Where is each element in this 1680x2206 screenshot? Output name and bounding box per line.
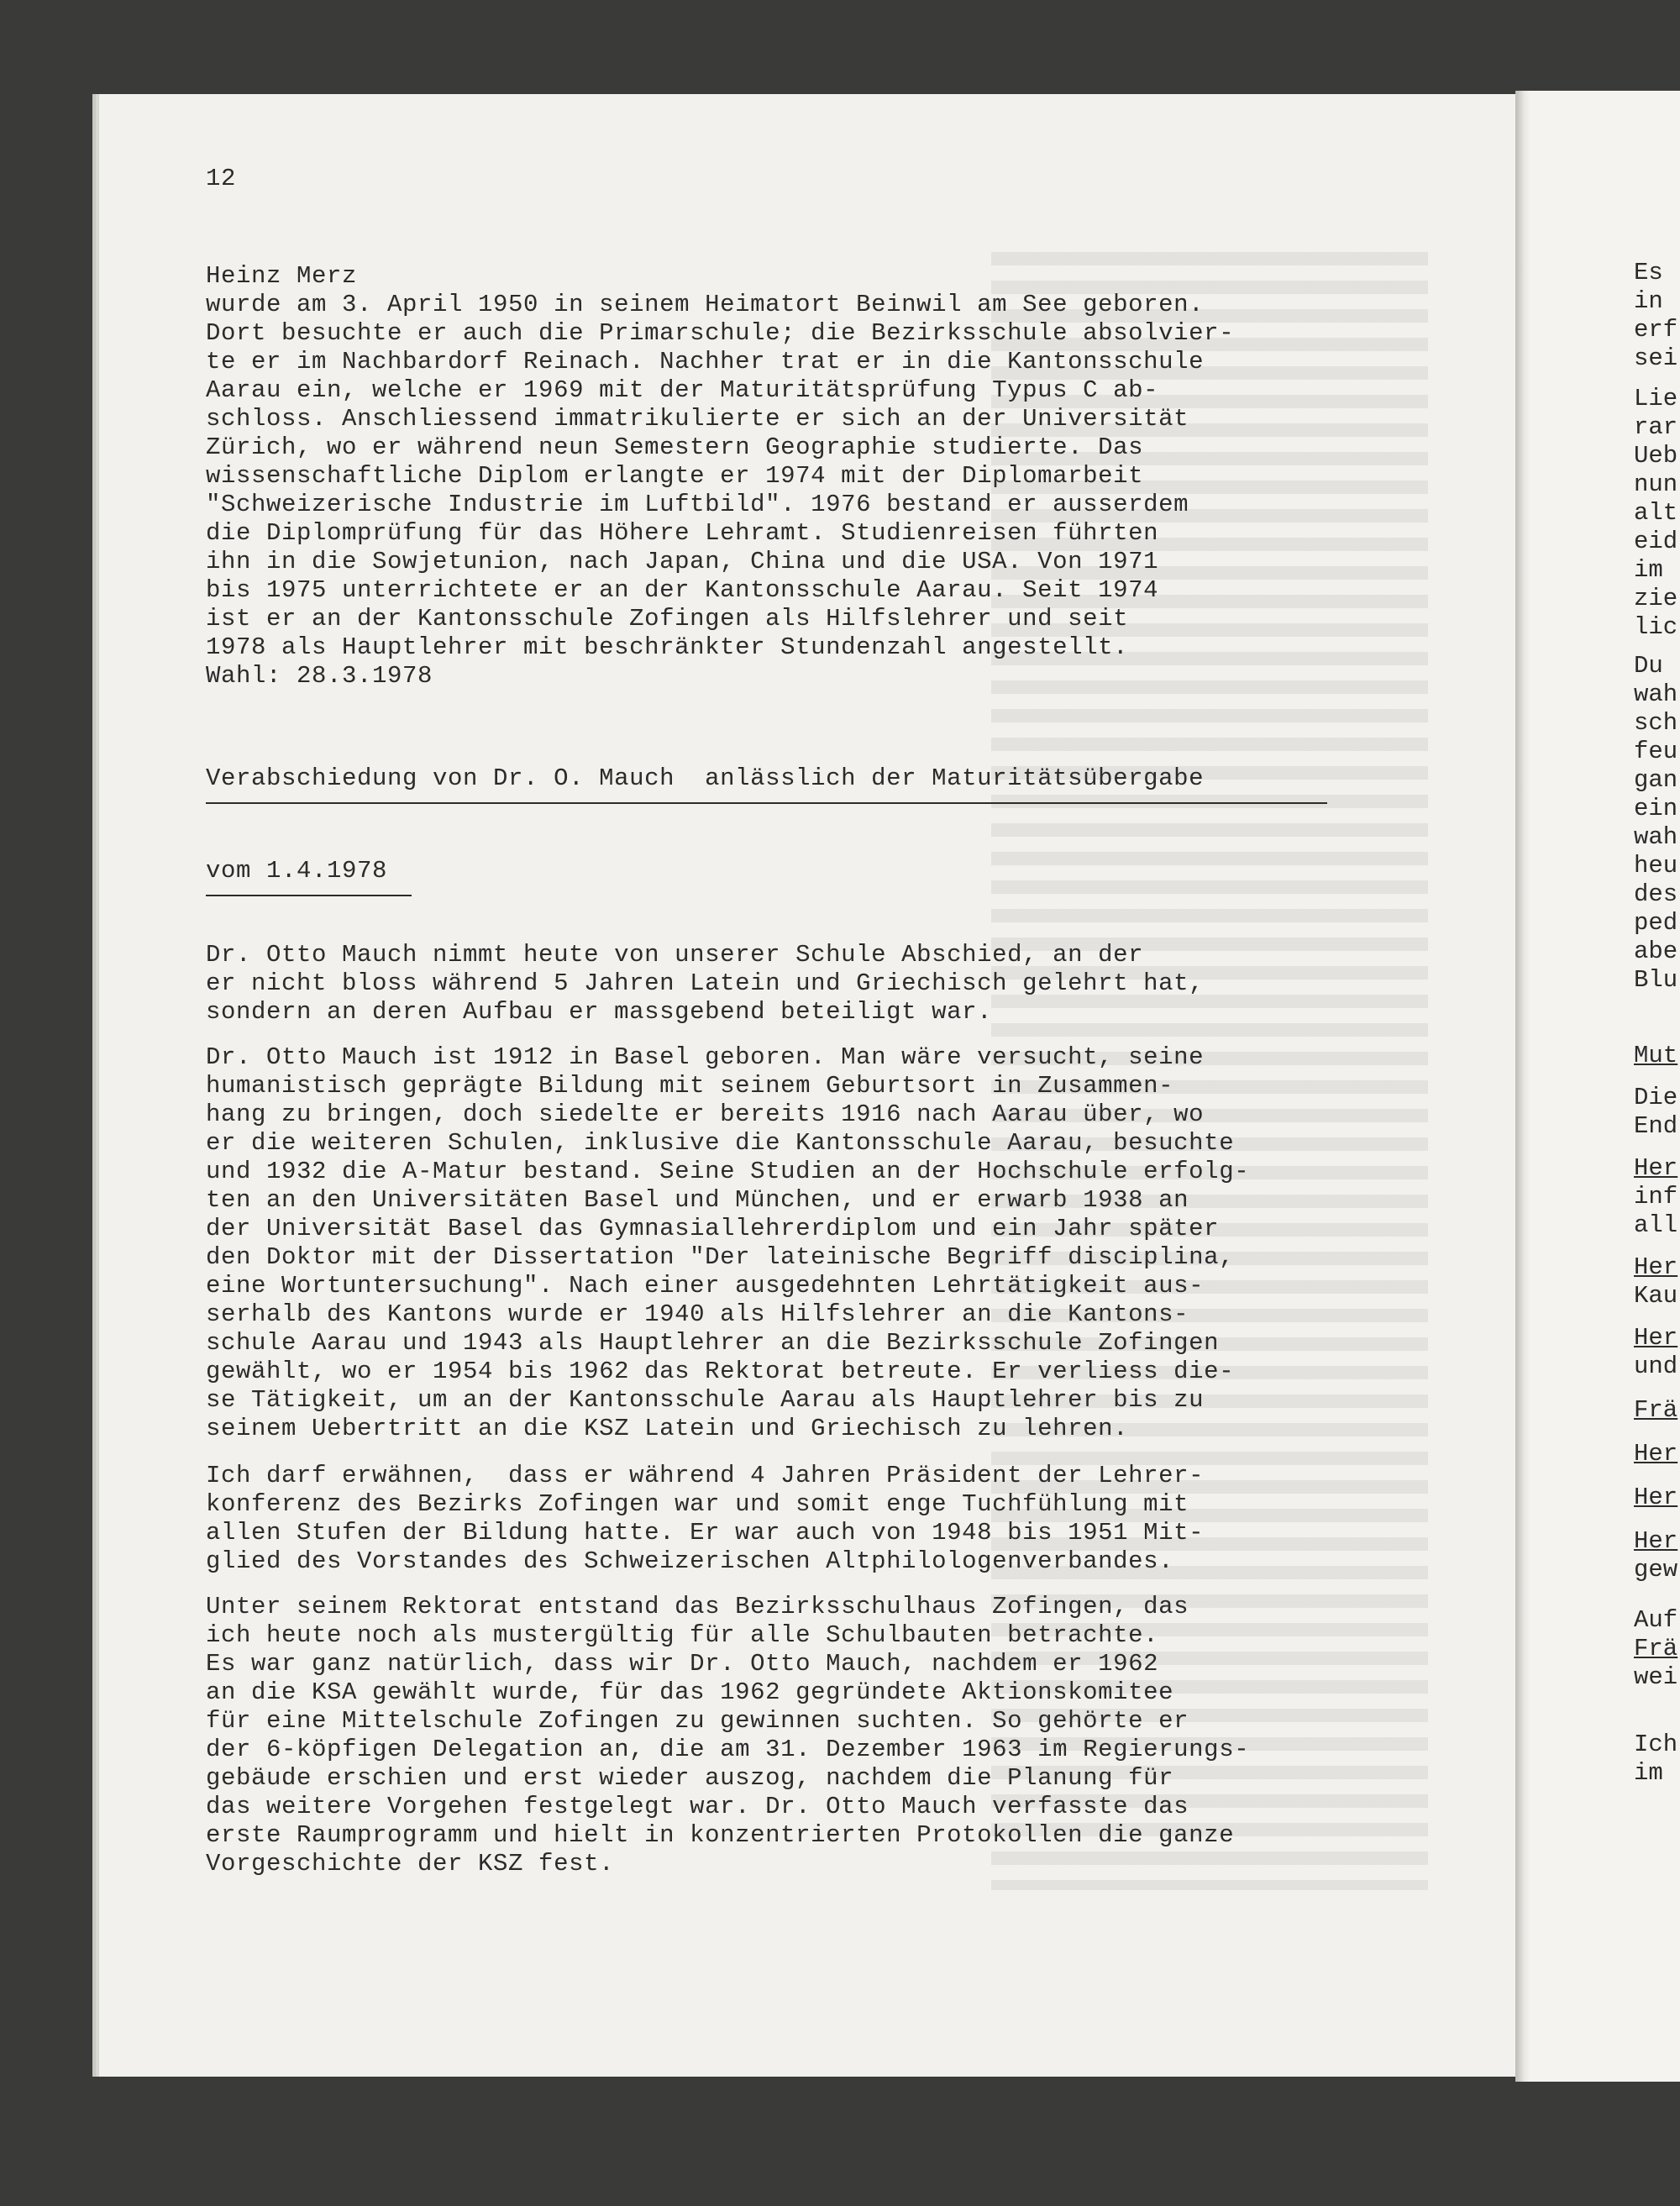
- text-line: se Tätigkeit, um an der Kantonsschule Aarau als Hauptlehrer bis zu: [206, 1386, 1205, 1414]
- text-line: ihn in die Sowjetunion, nach Japan, China und die USA. Von 1971: [206, 548, 1159, 575]
- text-fragment: erf: [1634, 316, 1678, 344]
- text-fragment: und: [1634, 1352, 1678, 1380]
- text-line: ich heute noch als mustergültig für alle Schulbauten betrachte.: [206, 1621, 1159, 1649]
- text-line: bis 1975 unterrichtete er an der Kantonsschule Aarau. Seit 1974: [206, 576, 1159, 604]
- text-fragment: wei: [1634, 1663, 1678, 1691]
- text-fragment: sei: [1634, 344, 1678, 372]
- text-fragment: in: [1634, 287, 1663, 315]
- text-fragment: Die: [1634, 1084, 1678, 1111]
- text-line: der Universität Basel das Gymnasiallehrerdiplom und ein Jahr später: [206, 1215, 1220, 1242]
- text-fragment: sch: [1634, 709, 1678, 737]
- text-line: an die KSA gewählt wurde, für das 1962 gegründete Aktionskomitee: [206, 1678, 1174, 1706]
- heading-underline: [206, 802, 1327, 804]
- text-fragment: eid: [1634, 528, 1678, 555]
- text-line: er die weiteren Schulen, inklusive die Kantonsschule Aarau, besuchte: [206, 1129, 1235, 1157]
- text-fragment: Her: [1634, 1440, 1678, 1468]
- text-line: wurde am 3. April 1950 in seinem Heimatort Beinwil am See geboren.: [206, 291, 1205, 318]
- text-fragment: rar: [1634, 413, 1678, 441]
- text-fragment: gew: [1634, 1556, 1678, 1584]
- text-fragment: Auf: [1634, 1606, 1678, 1634]
- text-line: gewählt, wo er 1954 bis 1962 das Rektorat betreute. Er verliess die-: [206, 1358, 1235, 1385]
- text-fragment: abe: [1634, 938, 1678, 965]
- text-line: den Doktor mit der Dissertation "Der lateinische Begriff disciplina,: [206, 1243, 1235, 1271]
- text-fragment: Frä: [1634, 1635, 1678, 1662]
- text-fragment: Her: [1634, 1527, 1678, 1555]
- text-fragment: alt: [1634, 499, 1678, 527]
- text-fragment: Blu: [1634, 966, 1678, 994]
- text-fragment: Frä: [1634, 1396, 1678, 1424]
- text-line: konferenz des Bezirks Zofingen war und somit enge Tuchfühlung mit: [206, 1490, 1189, 1518]
- text-fragment: Her: [1634, 1253, 1678, 1281]
- text-line: für eine Mittelschule Zofingen zu gewinnen suchten. So gehörte er: [206, 1707, 1189, 1735]
- page-number: 12: [206, 165, 237, 192]
- text-line: der 6-köpfigen Delegation an, die am 31. Dezember 1963 im Regierungs-: [206, 1736, 1250, 1763]
- text-fragment: im: [1634, 556, 1663, 584]
- text-line: schule Aarau und 1943 als Hauptlehrer an die Bezirksschule Zofingen: [206, 1329, 1220, 1357]
- text-fragment: heu: [1634, 852, 1678, 880]
- text-line: Unter seinem Rektorat entstand das Bezirksschulhaus Zofingen, das: [206, 1593, 1189, 1620]
- person-name: Heinz Merz: [206, 262, 358, 290]
- text-line: Vorgeschichte der KSZ fest.: [206, 1850, 615, 1878]
- text-line: glied des Vorstandes des Schweizerischen Altphilologenverbandes.: [206, 1547, 1174, 1575]
- text-fragment: Du: [1634, 652, 1663, 680]
- text-fragment: gan: [1634, 766, 1678, 794]
- text-line: allen Stufen der Bildung hatte. Er war auch von 1948 bis 1951 Mit-: [206, 1519, 1205, 1547]
- text-line: eine Wortuntersuchung". Nach einer ausgedehnten Lehrtätigkeit aus-: [206, 1272, 1205, 1300]
- text-line: Es war ganz natürlich, dass wir Dr. Otto Mauch, nachdem er 1962: [206, 1650, 1159, 1678]
- text-line: 1978 als Hauptlehrer mit beschränkter Stundenzahl angestellt.: [206, 633, 1129, 661]
- text-fragment: wah: [1634, 823, 1678, 851]
- text-fragment: Her: [1634, 1324, 1678, 1352]
- text-line: seinem Uebertritt an die KSZ Latein und Griechisch zu lehren.: [206, 1415, 1129, 1442]
- election-date: Wahl: 28.3.1978: [206, 662, 433, 690]
- text-line: Ich darf erwähnen, dass er während 4 Jahren Präsident der Lehrer-: [206, 1462, 1205, 1489]
- text-line: humanistisch geprägte Bildung mit seinem Geburtsort in Zusammen-: [206, 1072, 1174, 1100]
- text-fragment: ped: [1634, 909, 1678, 937]
- text-line: Dort besuchte er auch die Primarschule; die Bezirksschule absolvier-: [206, 319, 1235, 347]
- text-line: ist er an der Kantonsschule Zofingen als Hilfslehrer und seit: [206, 605, 1129, 633]
- text-fragment: lic: [1634, 613, 1678, 641]
- text-line: hang zu bringen, doch siedelte er bereits 1916 nach Aarau über, wo: [206, 1100, 1205, 1128]
- text-line: sondern an deren Aufbau er massgebend beteiligt war.: [206, 998, 993, 1026]
- text-line: "Schweizerische Industrie im Luftbild". 1976 bestand er ausserdem: [206, 491, 1189, 518]
- text-fragment: wah: [1634, 680, 1678, 708]
- text-line: Aarau ein, welche er 1969 mit der Maturitätsprüfung Typus C ab-: [206, 376, 1159, 404]
- text-line: ten an den Universitäten Basel und München, und er erwarb 1938 an: [206, 1186, 1189, 1214]
- text-line: gebäude erschien und erst wieder auszog, nachdem die Planung für: [206, 1764, 1174, 1792]
- text-fragment: Kau: [1634, 1282, 1678, 1310]
- text-fragment: des: [1634, 880, 1678, 908]
- text-fragment: End: [1634, 1112, 1678, 1140]
- text-line: und 1932 die A-Matur bestand. Seine Studien an der Hochschule erfolg-: [206, 1158, 1250, 1185]
- text-line: wissenschaftliche Diplom erlangte er 1974 mit der Diplomarbeit: [206, 462, 1144, 490]
- section-heading: Verabschiedung von Dr. O. Mauch anlässlich der Maturitätsübergabe: [206, 764, 1205, 792]
- text-line: das weitere Vorgehen festgelegt war. Dr. Otto Mauch verfasste das: [206, 1793, 1189, 1820]
- text-line: Dr. Otto Mauch nimmt heute von unserer Schule Abschied, an der: [206, 941, 1144, 969]
- text-fragment: zie: [1634, 585, 1678, 612]
- book-gutter: [1515, 91, 1530, 2082]
- text-line: er nicht bloss während 5 Jahren Latein und Griechisch gelehrt hat,: [206, 969, 1205, 997]
- text-fragment: Mut: [1634, 1042, 1678, 1069]
- text-line: schloss. Anschliessend immatrikulierte er sich an der Universität: [206, 405, 1189, 433]
- text-fragment: Ich: [1634, 1731, 1678, 1758]
- text-fragment: feu: [1634, 738, 1678, 765]
- section-heading-date: vom 1.4.1978: [206, 857, 388, 885]
- text-fragment: im: [1634, 1759, 1663, 1787]
- text-line: serhalb des Kantons wurde er 1940 als Hilfslehrer an die Kantons-: [206, 1300, 1189, 1328]
- text-line: die Diplomprüfung für das Höhere Lehramt. Studienreisen führten: [206, 519, 1159, 547]
- text-fragment: nun: [1634, 470, 1678, 498]
- text-line: Zürich, wo er während neun Semestern Geographie studierte. Das: [206, 433, 1144, 461]
- text-fragment: ein: [1634, 795, 1678, 822]
- text-fragment: inf: [1634, 1183, 1678, 1211]
- text-fragment: all: [1634, 1211, 1678, 1239]
- text-line: erste Raumprogramm und hielt in konzentrierten Protokollen die ganze: [206, 1821, 1235, 1849]
- text-fragment: Ueb: [1634, 442, 1678, 470]
- text-fragment: Her: [1634, 1154, 1678, 1182]
- text-fragment: Lie: [1634, 385, 1678, 412]
- text-line: Dr. Otto Mauch ist 1912 in Basel geboren. Man wäre versucht, seine: [206, 1043, 1205, 1071]
- text-line: te er im Nachbardorf Reinach. Nachher trat er in die Kantonsschule: [206, 348, 1205, 376]
- heading-underline: [206, 895, 412, 896]
- text-fragment: Her: [1634, 1484, 1678, 1511]
- text-fragment: Es: [1634, 259, 1663, 286]
